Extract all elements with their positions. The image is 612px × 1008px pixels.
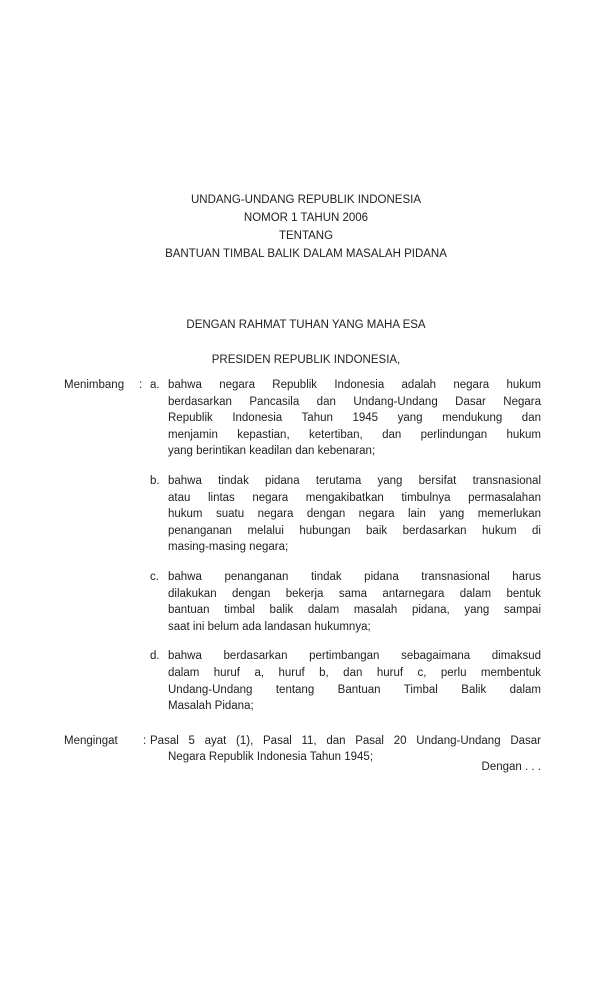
document-body — [64, 377, 541, 766]
mengingat-section — [64, 733, 541, 766]
text-line: penanganan melalui hubungan baik berdasarkan hukum di — [168, 524, 541, 537]
text-line: Masalah Pidana; — [168, 700, 254, 713]
text-line: Republik Indonesia Tahun 1945 yang mendukung dan — [168, 412, 541, 425]
mengingat-colon: : — [143, 734, 147, 747]
title-line: NOMOR 1 TAHUN 2006 — [243, 212, 369, 224]
text-line: atau lintas negara mengakibatkan timbulnya permasalahan — [168, 491, 541, 504]
presiden-line: PRESIDEN REPUBLIK INDONESIA, — [211, 354, 401, 366]
continuation-text: Dengan . . . — [481, 761, 541, 773]
item-text — [168, 377, 541, 460]
item-text — [168, 569, 541, 635]
menimbang-colon: : — [139, 379, 143, 391]
text-line: saat ini belum ada landasan hukumnya; — [168, 620, 371, 633]
text-line: bahwa penanganan tindak pidana transnasional harus — [168, 570, 541, 583]
item-marker: b. — [150, 474, 160, 487]
document-title — [0, 191, 612, 263]
text-line: bahwa berdasarkan pertimbangan sebagaimana dimaksud — [168, 650, 541, 663]
menimbang-item — [150, 473, 541, 556]
rahmat-line: DENGAN RAHMAT TUHAN YANG MAHA ESA — [186, 319, 426, 331]
menimbang-item — [150, 648, 541, 714]
text-line: bantuan timbal balik dalam masalah pidana, yang sampai — [168, 604, 541, 617]
text-line: hukum suatu negara dengan negara lain yang memerlukan — [168, 508, 541, 521]
text-line: dilakukan dengan bekerja sama antarnegara dalam bentuk — [168, 587, 541, 600]
item-text — [168, 473, 541, 556]
text-line: dalam huruf a, huruf b, dan huruf c, perlu membentuk — [168, 666, 541, 679]
text-line: Negara Republik Indonesia Tahun 1945; — [168, 751, 374, 764]
text-line: bahwa negara Republik Indonesia adalah negara hukum — [168, 379, 541, 391]
text-line: berdasarkan Pancasila dan Undang-Undang Dasar Negara — [168, 395, 541, 408]
title-line: BANTUAN TIMBAL BALIK DALAM MASALAH PIDANA — [165, 248, 447, 260]
mengingat-label: Mengingat — [64, 734, 118, 747]
title-line: UNDANG-UNDANG REPUBLIK INDONESIA — [190, 194, 422, 206]
menimbang-item — [150, 377, 541, 460]
item-text — [168, 648, 541, 714]
item-marker: c. — [150, 570, 159, 583]
menimbang-label: Menimbang — [64, 379, 125, 391]
title-line: TENTANG — [278, 230, 334, 242]
item-marker: d. — [150, 650, 160, 663]
text-line: yang berintikan keadilan dan kebenaran; — [168, 445, 376, 458]
text-line: Pasal 5 ayat (1), Pasal 11, dan Pasal 20 Undang-Undang Dasar — [150, 734, 541, 747]
menimbang-item — [150, 569, 541, 635]
text-line: bahwa tindak pidana terutama yang bersifat transnasional — [168, 474, 541, 487]
text-line: masing-masing negara; — [168, 541, 289, 554]
text-line: menjamin kepastian, ketertiban, dan perlindungan hukum — [168, 428, 541, 441]
text-line: Undang-Undang tentang Bantuan Timbal Balik dalam — [168, 683, 541, 696]
item-marker: a. — [150, 379, 160, 391]
menimbang-section — [64, 377, 541, 715]
